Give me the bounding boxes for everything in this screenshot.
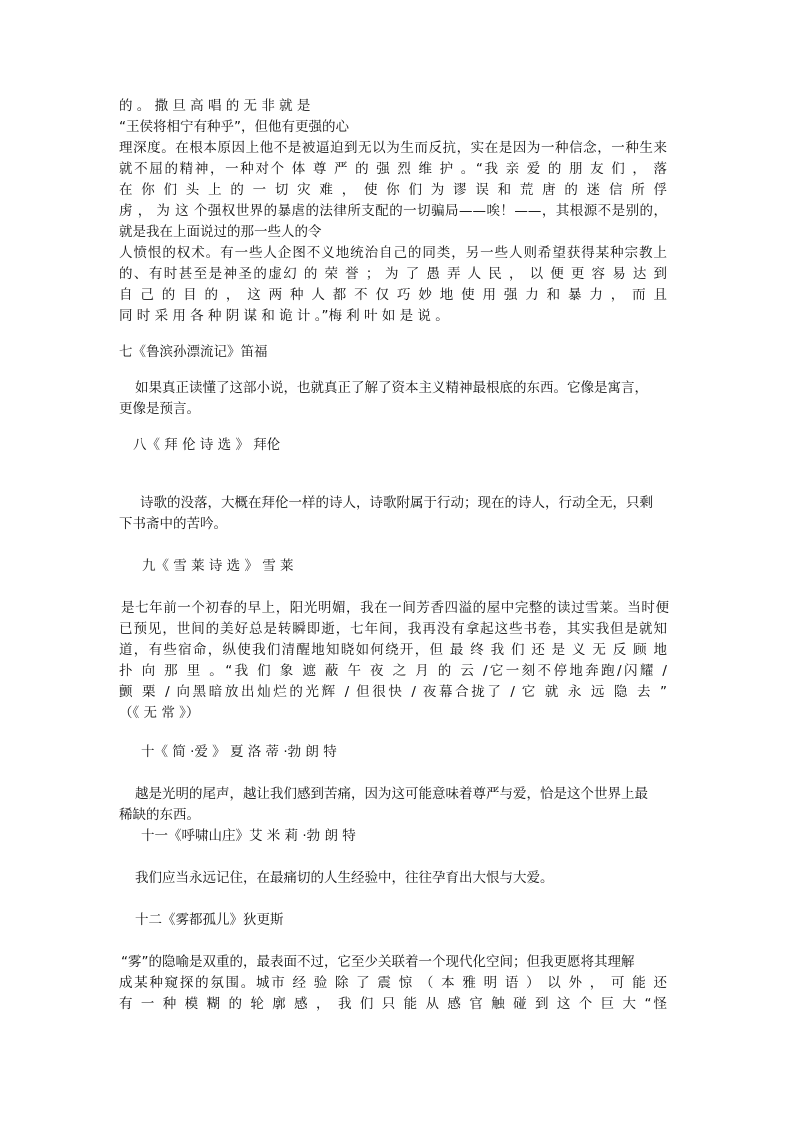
text-line: 自 己 的 目 的 ， 这 两 种 人 都 不 仅 巧 妙 地 使 用 强 力 和 暴 力 ， 而 且	[119, 287, 667, 303]
text-line: 就不屈的精神，一种对个 体 尊 严 的 强 烈 维 护 。“我 亲 爱 的 朋 友 们 ， 落	[119, 161, 667, 177]
section-heading: 十一《呼啸山庄》艾 米 莉 ·勃 朗 特	[141, 828, 356, 844]
text-line: 就是我在上面说过的那一些人的令	[119, 224, 322, 240]
text-line: 有 一 种 模 糊 的 轮 廓 感 ， 我 们 只 能 从 感 官 触 碰 到 这 个 巨 大 “怪	[119, 996, 667, 1012]
text-line: 越是光明的尾声，越让我们感到苦痛，因为这可能意味着尊严与爱，恰是这个世界上最	[135, 786, 648, 802]
text-line: 是七年前一个初春的早上，阳光明媚，我在一间芳香四溢的屋中完整的读过雪莱。当时便	[121, 600, 669, 616]
text-line: 我们应当永远记住，在最痛切的人生经验中，往往孕育出大恨与大爱。	[135, 870, 554, 886]
section-heading: 十《 简 ·爱 》 夏 洛 蒂 ·勃 朗 特	[141, 744, 337, 760]
text-line: 颤 栗 / 向黑暗放出灿烂的光辉 / 但很快 / 夜幕合拢了 / 它 就 永 远 隐 去 ”	[119, 684, 667, 700]
text-line: 的 。 撒 旦 高 唱 的 无 非 就 是	[119, 98, 311, 114]
text-line: “王侯将相宁有种乎”，但他有更强的心	[119, 119, 349, 135]
text-line: 在 你 们 头 上 的 一 切 灾 难 ， 使 你 们 为 谬 误 和 荒 唐 的 迷 信 所 俘	[119, 182, 667, 198]
text-line: 如果真正读懂了这部小说，也就真正了解了资本主义精神最根底的东西。它像是寓言，	[135, 380, 648, 396]
text-line: 下书斋中的苦吟。	[119, 516, 227, 532]
text-line: 人愤恨的权术。有一些人企图不义地统治自己的同类，另一些人则希望获得某种宗教上	[119, 245, 667, 261]
text-line: （《 无 常 》）	[119, 705, 200, 721]
text-line: 的、有时甚至是神圣的虚幻 的 荣 誉 ； 为 了 愚 弄 人 民 ， 以 便 更 容 易 达 到	[119, 266, 667, 282]
section-heading: 七《鲁滨孙漂流记》笛福	[119, 344, 268, 360]
text-line: 扑 向 那 里 。“我 们 象 遮 蔽 午 夜 之 月 的 云 /它一刻不停地奔跑/闪耀 /	[119, 663, 667, 679]
text-line: “雾”的隐喻是双重的，最表面不过，它至少关联着一个现代化空间；但我更愿将其理解	[121, 954, 635, 970]
text-line: 虏 ， 为 这 个强权世界的暴虐的法律所支配的一切骗局——唉！——，其根源不是别的，	[119, 203, 667, 219]
text-line: 稀缺的东西。	[119, 807, 200, 823]
text-line: 诗歌的没落，大概在拜伦一样的诗人，诗歌附属于行动；现在的诗人，行动全无，只剩	[140, 495, 653, 511]
text-line: 道，有些宿命，纵使我们清醒地知晓如何绕开，但 最 终 我 们 还 是 义 无 反 顾 地	[119, 642, 667, 658]
text-line: 理深度。在根本原因上他不是被逼迫到无以为生而反抗，实在是因为一种信念，一种生来	[119, 140, 667, 156]
text-line: 已预见，世间的美好总是转瞬即逝，七年间，我再没有拿起这些书卷，其实我但是就知	[119, 621, 667, 637]
section-heading: 九《 雪 莱 诗 选 》 雪 莱	[142, 558, 294, 574]
text-line: 同 时 采 用 各 种 阴 谋 和 诡 计 。”梅 利 叶 如 是 说 。	[119, 308, 449, 324]
section-heading: 八《 拜 伦 诗 选 》 拜伦	[133, 437, 281, 453]
text-line: 成某种窥探的氛围。城市 经 验 除 了 震 惊 （ 本 雅 明 语 ） 以 外 ， 可 能 还	[119, 975, 667, 991]
section-heading: 十二《雾都孤儿》狄更斯	[135, 912, 284, 928]
text-line: 更像是预言。	[119, 401, 200, 417]
